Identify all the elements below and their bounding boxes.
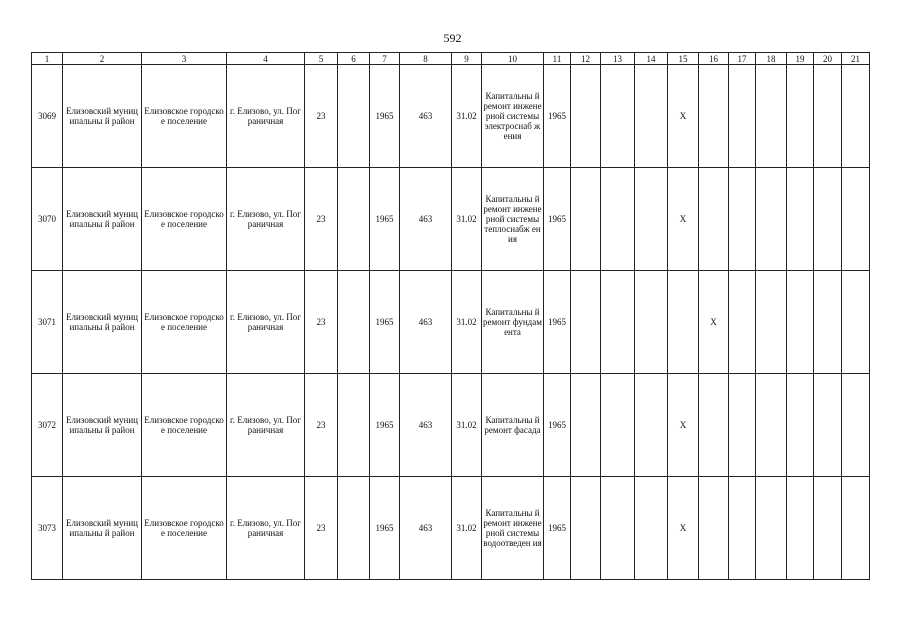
area-cell: 463 <box>400 374 452 477</box>
rate-cell: 31.02 <box>452 477 482 580</box>
column-number: 3 <box>142 53 227 65</box>
district-cell: Елизовский муниципальны й район <box>63 168 142 271</box>
settlement-cell: Елизовское городское поселение <box>142 477 227 580</box>
period-mark-cell: X <box>668 374 699 477</box>
column-number: 20 <box>814 53 842 65</box>
table-cell <box>756 477 787 580</box>
table-row <box>32 65 870 168</box>
table-cell <box>842 271 870 374</box>
work-type-cell: Капитальны й ремонт инженерной системы теплоснабж ения <box>482 168 544 271</box>
table-cell <box>787 271 814 374</box>
address-cell: г. Елизово, ул. Пограничная <box>227 168 305 271</box>
column-number: 12 <box>571 53 601 65</box>
table-cell <box>814 168 842 271</box>
period-mark-cell <box>699 168 729 271</box>
table-cell <box>338 65 370 168</box>
table-cell <box>787 168 814 271</box>
table-cell <box>571 477 601 580</box>
year-cell: 1965 <box>544 477 571 580</box>
area-cell: 463 <box>400 477 452 580</box>
column-number: 5 <box>305 53 338 65</box>
rate-cell: 31.02 <box>452 168 482 271</box>
year-cell: 1965 <box>544 168 571 271</box>
table-cell <box>338 271 370 374</box>
table-cell <box>601 65 635 168</box>
table-cell <box>756 374 787 477</box>
year-cell: 1965 <box>544 271 571 374</box>
page-number: 592 <box>443 31 462 45</box>
table-cell <box>814 271 842 374</box>
table-cell <box>756 65 787 168</box>
column-number: 19 <box>787 53 814 65</box>
table-cell <box>601 374 635 477</box>
table-cell <box>842 168 870 271</box>
table-cell <box>338 477 370 580</box>
table-cell <box>635 271 668 374</box>
table-cell <box>601 271 635 374</box>
table-cell <box>787 65 814 168</box>
settlement-cell: Елизовское городское поселение <box>142 374 227 477</box>
column-number: 8 <box>400 53 452 65</box>
house-number-cell: 23 <box>305 374 338 477</box>
column-number: 14 <box>635 53 668 65</box>
area-cell: 463 <box>400 65 452 168</box>
period-mark-cell: X <box>699 271 729 374</box>
table-cell <box>635 477 668 580</box>
year-built-cell: 1965 <box>370 65 400 168</box>
work-type-cell: Капитальны й ремонт инженерной системы водоотведен ия <box>482 477 544 580</box>
table-cell <box>814 65 842 168</box>
district-cell: Елизовский муниципальны й район <box>63 271 142 374</box>
table-row <box>32 477 870 580</box>
year-built-cell: 1965 <box>370 374 400 477</box>
year-built-cell: 1965 <box>370 168 400 271</box>
table-cell <box>842 65 870 168</box>
table-cell <box>814 477 842 580</box>
district-cell: Елизовский муниципальны й район <box>63 65 142 168</box>
record-number: 3069 <box>32 65 63 168</box>
record-number: 3070 <box>32 168 63 271</box>
table-cell <box>635 374 668 477</box>
table-cell <box>571 271 601 374</box>
year-built-cell: 1965 <box>370 477 400 580</box>
column-number: 2 <box>63 53 142 65</box>
year-cell: 1965 <box>544 374 571 477</box>
period-mark-cell: X <box>668 477 699 580</box>
table-cell <box>814 374 842 477</box>
column-number: 1 <box>32 53 63 65</box>
column-number: 7 <box>370 53 400 65</box>
column-number: 16 <box>699 53 729 65</box>
address-cell: г. Елизово, ул. Пограничная <box>227 374 305 477</box>
table-cell <box>601 168 635 271</box>
table-cell <box>756 168 787 271</box>
column-number: 15 <box>668 53 699 65</box>
settlement-cell: Елизовское городское поселение <box>142 65 227 168</box>
work-type-cell: Капитальны й ремонт инженерной системы электроснаб жения <box>482 65 544 168</box>
address-cell: г. Елизово, ул. Пограничная <box>227 271 305 374</box>
table-cell <box>729 477 756 580</box>
table-cell <box>787 374 814 477</box>
column-number: 13 <box>601 53 635 65</box>
settlement-cell: Елизовское городское поселение <box>142 168 227 271</box>
column-number: 10 <box>482 53 544 65</box>
district-cell: Елизовский муниципальны й район <box>63 374 142 477</box>
table-cell <box>729 374 756 477</box>
area-cell: 463 <box>400 168 452 271</box>
table-cell <box>571 168 601 271</box>
work-type-cell: Капитальны й ремонт фундамента <box>482 271 544 374</box>
period-mark-cell: X <box>668 168 699 271</box>
settlement-cell: Елизовское городское поселение <box>142 271 227 374</box>
period-mark-cell: X <box>668 65 699 168</box>
table-cell <box>338 168 370 271</box>
year-built-cell: 1965 <box>370 271 400 374</box>
column-number: 4 <box>227 53 305 65</box>
table-cell <box>571 374 601 477</box>
table-cell <box>635 65 668 168</box>
rate-cell: 31.02 <box>452 65 482 168</box>
record-number: 3073 <box>32 477 63 580</box>
registry-table <box>31 52 870 580</box>
table-cell <box>635 168 668 271</box>
period-mark-cell <box>699 477 729 580</box>
house-number-cell: 23 <box>305 271 338 374</box>
house-number-cell: 23 <box>305 168 338 271</box>
house-number-cell: 23 <box>305 65 338 168</box>
rate-cell: 31.02 <box>452 271 482 374</box>
table-cell <box>729 271 756 374</box>
table-cell <box>842 374 870 477</box>
column-number: 6 <box>338 53 370 65</box>
table-cell <box>787 477 814 580</box>
column-number: 21 <box>842 53 870 65</box>
table-cell <box>338 374 370 477</box>
table-cell <box>729 65 756 168</box>
address-cell: г. Елизово, ул. Пограничная <box>227 477 305 580</box>
period-mark-cell <box>699 65 729 168</box>
column-number: 17 <box>729 53 756 65</box>
area-cell: 463 <box>400 271 452 374</box>
record-number: 3071 <box>32 271 63 374</box>
period-mark-cell <box>699 374 729 477</box>
period-mark-cell <box>668 271 699 374</box>
table-cell <box>601 477 635 580</box>
rate-cell: 31.02 <box>452 374 482 477</box>
table-cell <box>756 271 787 374</box>
work-type-cell: Капитальны й ремонт фасада <box>482 374 544 477</box>
column-number-row <box>32 53 870 65</box>
table-row <box>32 374 870 477</box>
column-number: 18 <box>756 53 787 65</box>
column-number: 9 <box>452 53 482 65</box>
record-number: 3072 <box>32 374 63 477</box>
table-cell <box>729 168 756 271</box>
table-cell <box>571 65 601 168</box>
address-cell: г. Елизово, ул. Пограничная <box>227 65 305 168</box>
district-cell: Елизовский муниципальны й район <box>63 477 142 580</box>
year-cell: 1965 <box>544 65 571 168</box>
table-cell <box>842 477 870 580</box>
house-number-cell: 23 <box>305 477 338 580</box>
table-row <box>32 168 870 271</box>
column-number: 11 <box>544 53 571 65</box>
table-row <box>32 271 870 374</box>
